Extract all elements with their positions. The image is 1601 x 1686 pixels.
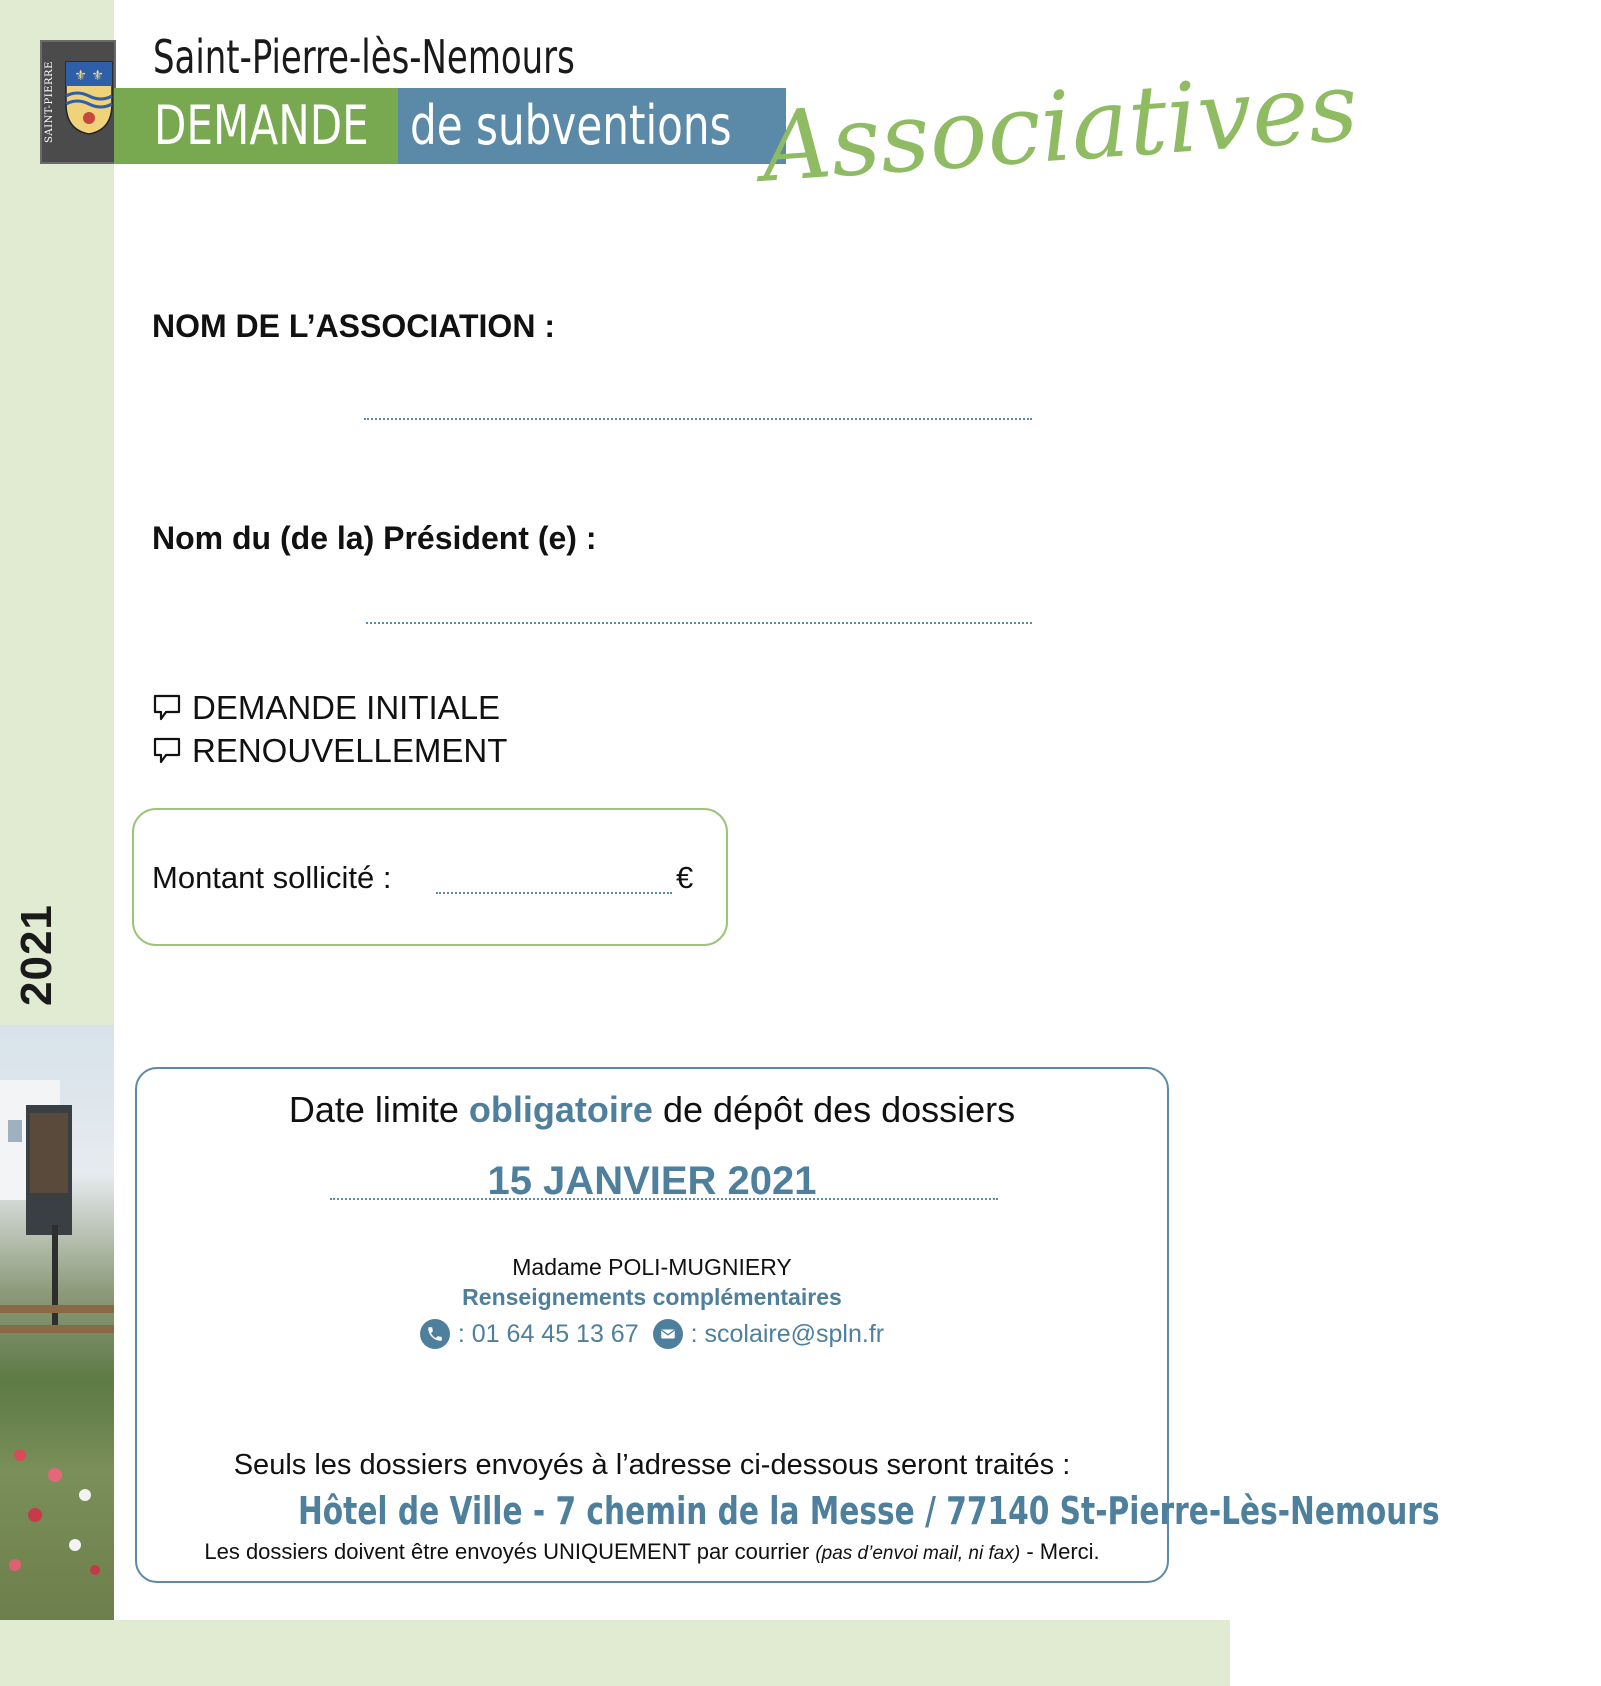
address-line — [137, 1489, 1440, 1533]
amount-box — [132, 808, 728, 946]
title-band-blue — [398, 88, 786, 164]
bottom-band — [0, 1620, 1230, 1686]
speech-bubble-checkbox-icon[interactable] — [152, 693, 182, 723]
mail-only-notice — [137, 1539, 1167, 1565]
mail-only-italic: (pas d’envoi mail, ni fax) — [815, 1543, 1021, 1564]
deadline-heading-emphasis: obligatoire — [468, 1089, 653, 1130]
deadline-heading — [137, 1089, 1167, 1131]
deadline-date: 15 JANVIER 2021 — [487, 1159, 817, 1203]
deadline-box — [135, 1067, 1440, 1583]
amount-field[interactable] — [436, 892, 672, 894]
phone-icon — [420, 1319, 450, 1349]
deadline-heading-start: Date limite — [288, 1089, 459, 1130]
year-label: 2021 — [12, 904, 61, 1006]
choice-initial[interactable] — [152, 689, 500, 727]
amount-label: Montant sollicité : — [152, 860, 392, 895]
coat-of-arms-logo — [40, 40, 116, 164]
mail-only-main: Les dossiers doivent être envoyés UNIQUEMENT par courrier — [204, 1539, 810, 1564]
association-name-label: NOM DE L’ASSOCIATION : — [152, 308, 555, 344]
mail-icon — [653, 1319, 683, 1349]
date-underline — [330, 1198, 998, 1200]
currency-symbol: € — [676, 860, 694, 895]
deadline-heading-end: de dépôt des dossiers — [662, 1089, 1016, 1130]
logo-text: SAINT-PIERRE — [44, 61, 55, 143]
phone-number: : 01 64 45 13 67 — [457, 1319, 639, 1348]
contact-name: Madame POLI-MUGNIERY — [512, 1254, 792, 1280]
association-name-field[interactable] — [364, 418, 1032, 420]
address-text: Hôtel de Ville - 7 chemin de la Messe / 77140 St-Pierre-Lès-Nemours — [297, 1489, 1440, 1533]
shield-icon — [64, 60, 114, 136]
contact-row — [137, 1319, 1167, 1349]
president-name-label: Nom du (de la) Président (e) : — [152, 520, 597, 556]
choice-renewal-label: RENOUVELLEMENT — [192, 732, 508, 769]
mail-only-end: - Merci. — [1026, 1539, 1100, 1564]
title-associatives: Associatives — [758, 50, 1362, 204]
email-address[interactable]: : scolaire@spln.fr — [690, 1319, 885, 1348]
town-photo — [0, 1025, 114, 1620]
title-demande: DEMANDE — [154, 94, 369, 157]
info-label: Renseignements complémentaires — [462, 1284, 842, 1310]
choice-initial-label: DEMANDE INITIALE — [192, 689, 501, 726]
speech-bubble-checkbox-icon[interactable] — [152, 736, 182, 766]
choice-renewal[interactable] — [152, 732, 507, 770]
title-subventions: de subventions — [410, 94, 732, 157]
title-band-green — [114, 88, 398, 164]
address-notice: Seuls les dossiers envoyés à l’adresse ci-dessous seront traités : — [233, 1449, 1071, 1481]
city-name: Saint-Pierre-lès-Nemours — [153, 30, 575, 84]
president-name-field[interactable] — [366, 622, 1032, 624]
svg-text:⚜ ⚜: ⚜ ⚜ — [74, 68, 104, 84]
